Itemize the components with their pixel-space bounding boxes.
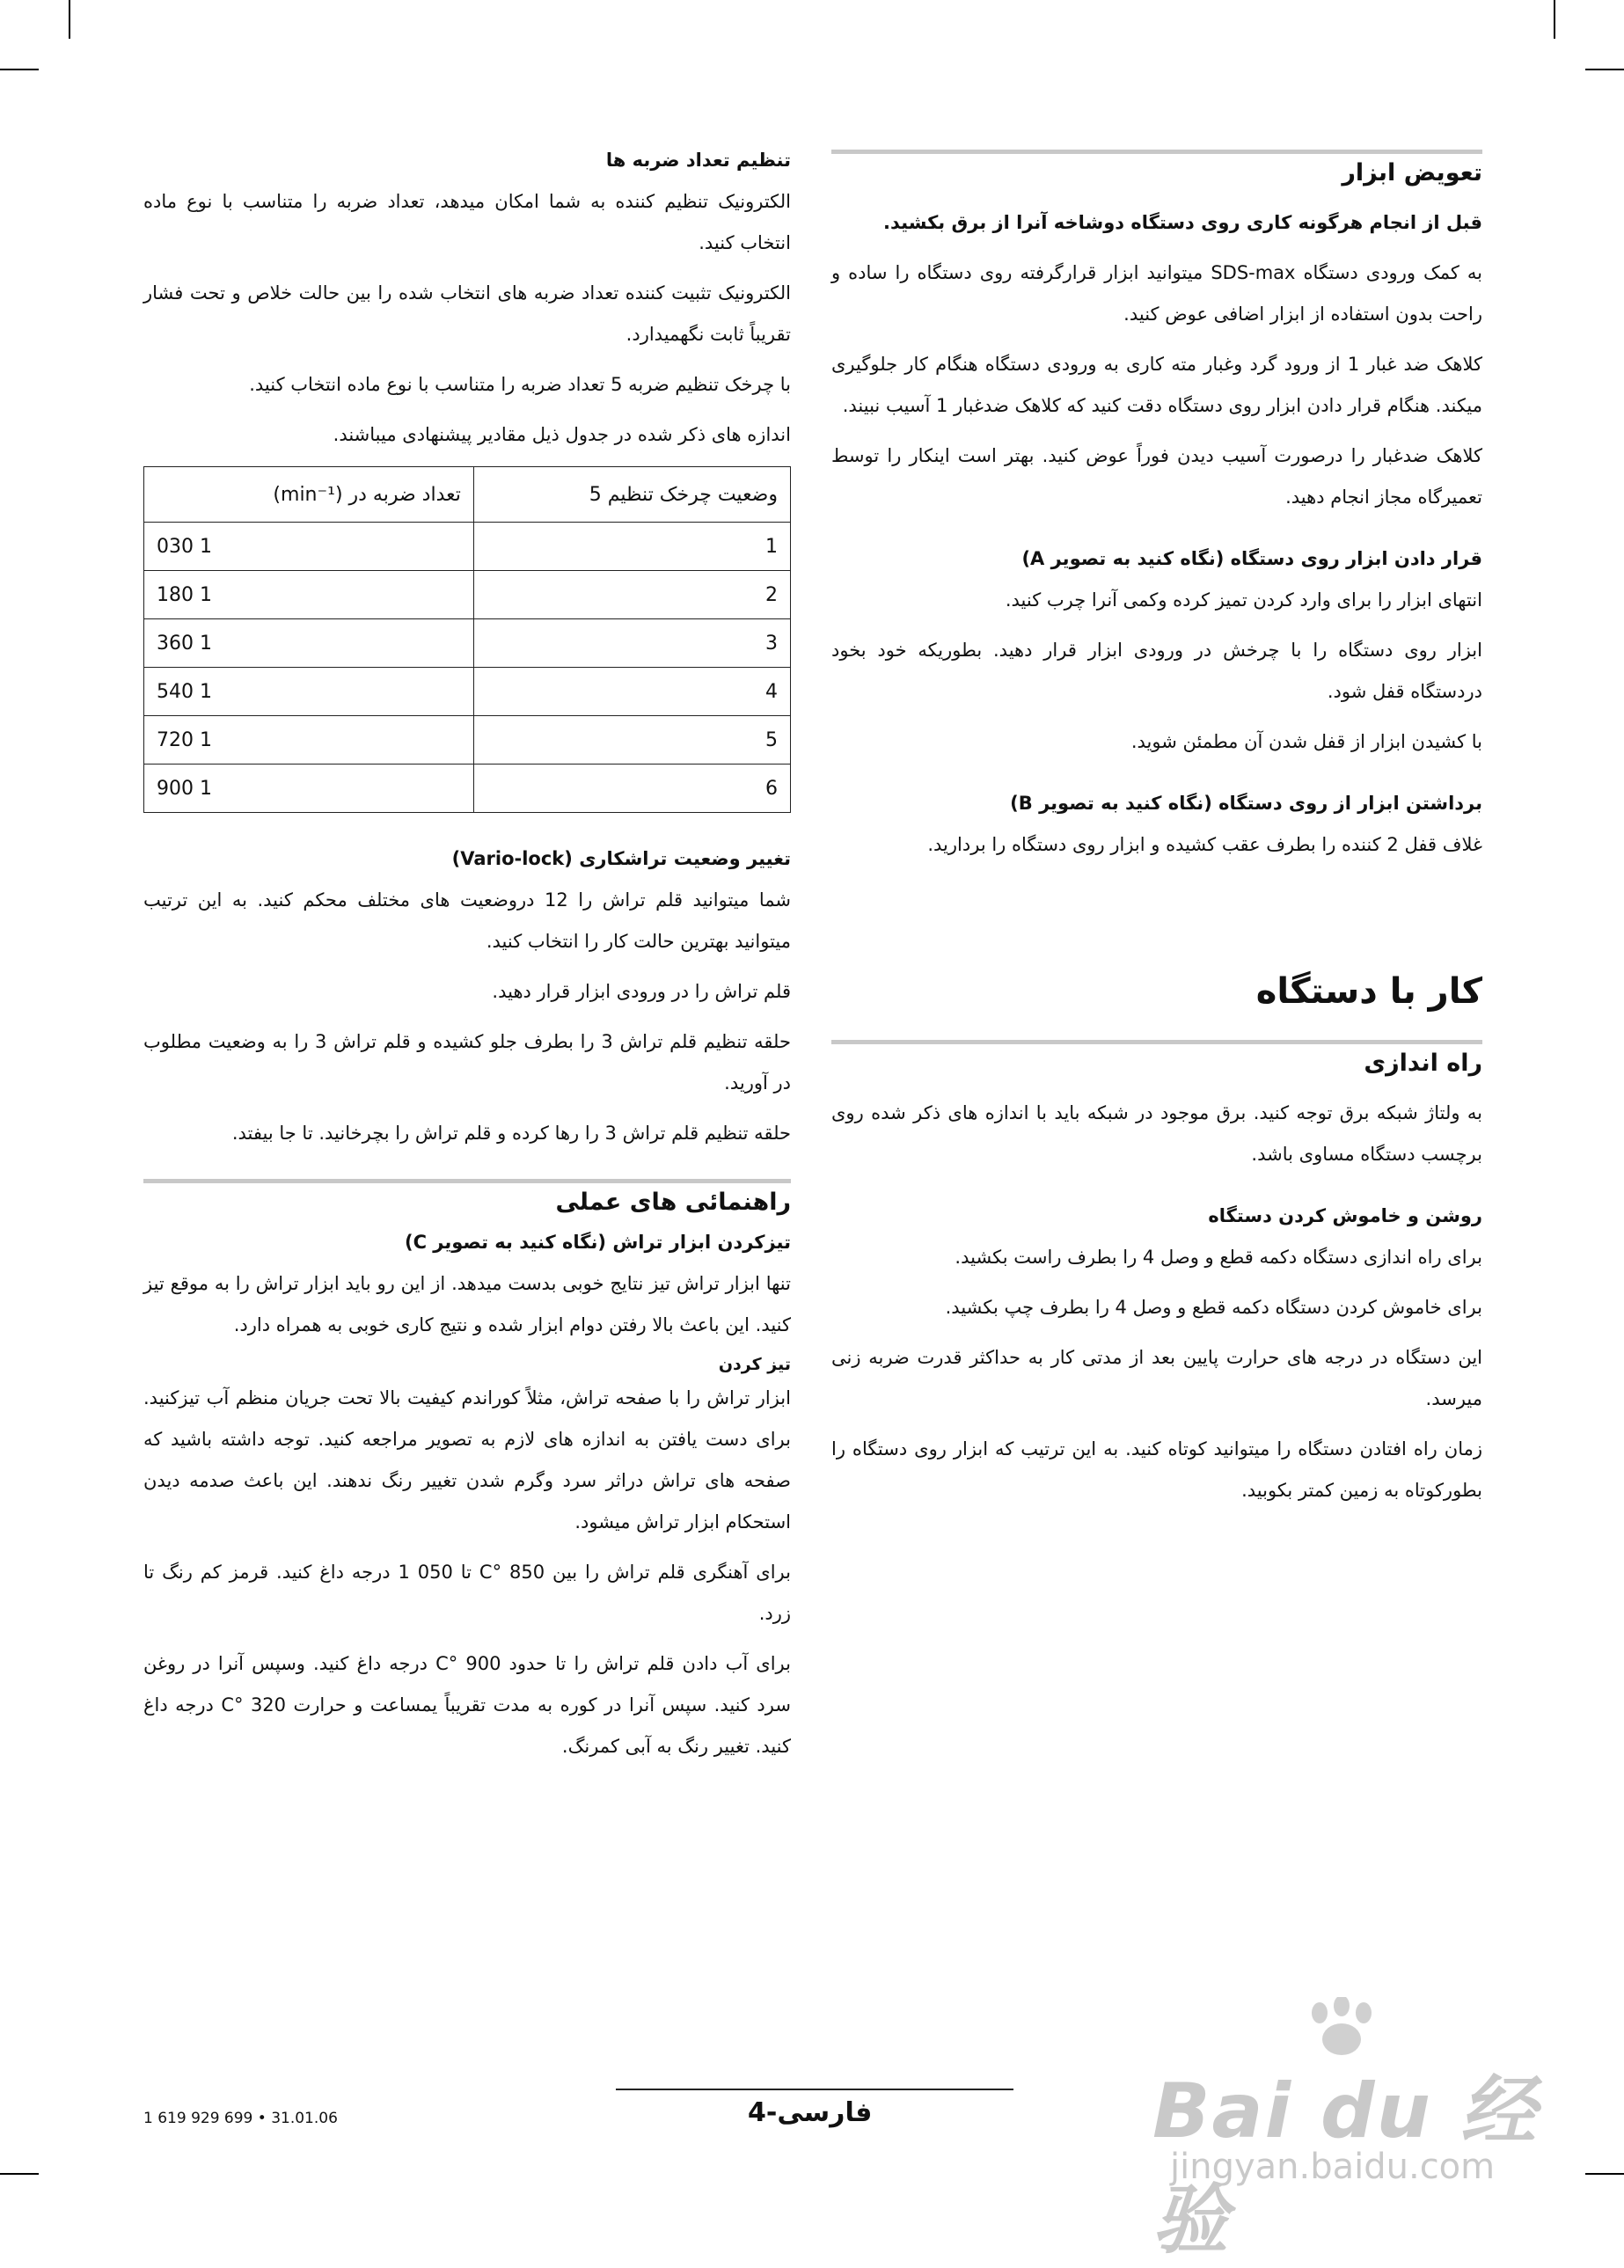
crop-mark-top-right-v bbox=[1554, 0, 1555, 39]
impact-rate-table bbox=[143, 466, 791, 813]
paragraph: الکترونیک تثبیت کننده تعداد ضربه های انتخاب شده را بین حالت خلاص و تحت فشار تقریباً ثابت نگهمیدارد. bbox=[143, 282, 791, 345]
paragraph: قبل از انجام هرگونه کاری روی دستگاه دوشاخه آنرا از برق بکشید. bbox=[883, 212, 1482, 233]
table-row bbox=[144, 523, 791, 571]
table-cell-rate: 1 540 bbox=[144, 668, 474, 716]
subsection-title-insert-tool: قرار دادن ابزار روی دستگاه (نگاه کنید به تصویر A) bbox=[1021, 548, 1482, 569]
table-header-position: وضعیت چرخک تنظیم 5 bbox=[473, 467, 790, 523]
paragraph: شما میتوانید قلم تراش را 12 دروضعیت های مختلف محکم کنید. به این ترتیب میتوانید بهترین حالت کار را انتخاب کنید. bbox=[143, 889, 791, 952]
watermark-url: jingyan.baidu.com bbox=[1170, 2147, 1496, 2187]
crop-mark-top-left-v bbox=[69, 0, 70, 39]
paragraph: با چرخک تنظیم ضربه 5 تعداد ضربه را متناسب با نوع ماده انتخاب کنید. bbox=[249, 374, 791, 395]
paragraph: ابزار تراش را با صفحه تراش، مثلاً کوراندم کیفیت بالا تحت جریان منظم آب تیزکنید. برای دست یافتن به اندازه های لازم به تصویر مراجعه کنید. توجه داشته باشید که صفحه های تراش دراثر سرد وگرم شدن تغییر رنگ ندهند. این باعث صدمه دیدن استحکام ابزار تراش میشود. bbox=[143, 1387, 791, 1533]
section-rule bbox=[831, 1040, 1482, 1044]
paragraph: برای آهنگری قلم تراش را بین 850 °C تا 050 1 درجه داغ کنید. قرمز کم رنگ تا زرد. bbox=[143, 1562, 791, 1624]
table-cell-position: 1 bbox=[473, 523, 790, 571]
paragraph: زمان راه افتادن دستگاه را میتوانید کوتاه کنید. به این ترتیب که ابزار روی دستگاه را بطورکوتاه به زمین کمتر بکوبید. bbox=[831, 1438, 1482, 1501]
table-cell-position: 6 bbox=[473, 765, 790, 813]
left-column bbox=[143, 150, 791, 1776]
paragraph: الکترونیک تنظیم کننده به شما امکان میدهد، تعداد ضربه را متناسب با نوع ماده انتخاب کنید. bbox=[143, 191, 791, 253]
crop-mark-top-right bbox=[1585, 69, 1624, 70]
table-cell-position: 4 bbox=[473, 668, 790, 716]
section-title-tips: راهنمائی های عملی bbox=[555, 1189, 791, 1216]
crop-mark-bottom-left bbox=[0, 2173, 39, 2175]
subsection-title-on-off: روشن و خاموش کردن دستگاه bbox=[1208, 1205, 1482, 1226]
table-cell-rate: 1 720 bbox=[144, 716, 474, 765]
watermark-logo-text: Bai du 经验 bbox=[1152, 2067, 1538, 2264]
paragraph: غلاف قفل 2 کننده را بطرف عقب کشیده و ابزار روی دستگاه را بردارید. bbox=[927, 834, 1482, 855]
document-code: 1 619 929 699 • 31.01.06 bbox=[143, 2110, 338, 2127]
paragraph: انتهای ابزار را برای وارد کردن تمیز کرده وکمی آنرا چرب کنید. bbox=[1005, 589, 1482, 611]
paragraph: کلاهک ضدغبار را درصورت آسیب دیدن فوراً عوض کنید. بهتر است اینکار را توسط تعمیرگاه مجاز انجام دهید. bbox=[831, 445, 1482, 508]
paragraph: برای راه اندازی دستگاه دکمه قطع و وصل 4 را بطرف راست بکشید. bbox=[955, 1247, 1482, 1268]
table-header-row bbox=[144, 467, 791, 523]
table-row bbox=[144, 571, 791, 619]
right-column bbox=[831, 150, 1482, 1520]
section-title-impact-rate: تنظیم تعداد ضربه ها bbox=[605, 150, 791, 171]
paragraph: حلقه تنظیم قلم تراش 3 را رها کرده و قلم تراش را بچرخانید. تا جا بیفتد. bbox=[231, 1123, 791, 1144]
paragraph: برای خاموش کردن دستگاه دکمه قطع و وصل 4 را بطرف چپ بکشید. bbox=[945, 1297, 1482, 1318]
section-title-startup: راه اندازی bbox=[1364, 1050, 1482, 1077]
table-row bbox=[144, 668, 791, 716]
table-header-rate: تعداد ضربه در (min⁻¹) bbox=[144, 467, 474, 523]
paragraph: به کمک ورودی دستگاه SDS-max میتوانید ابزار قرارگرفته روی دستگاه را ساده و راحت بدون استفاده از ابزار اضافی عوض کنید. bbox=[831, 262, 1482, 325]
table-row bbox=[144, 619, 791, 668]
crop-mark-bottom-right bbox=[1585, 2173, 1624, 2175]
paragraph: تنها ابزار تراش تیز نتایج خوبی بدست میدهد. از این رو باید ابزار تراش را به موقع تیز کنید. این باعث بالا رفتن دوام ابزار شده و نتیج کاری خوبی به همراه دارد. bbox=[143, 1273, 791, 1335]
table-cell-position: 3 bbox=[473, 619, 790, 668]
page-number: فارسی-4 bbox=[748, 2097, 873, 2128]
paragraph: قلم تراش را در ورودی ابزار قرار دهید. bbox=[492, 981, 791, 1002]
table-cell-rate: 1 900 bbox=[144, 765, 474, 813]
crop-mark-top-left bbox=[0, 69, 39, 70]
paragraph: حلقه تنظیم قلم تراش 3 را بطرف جلو کشیده و قلم تراش 3 را به وضعیت مطلوب در آورید. bbox=[143, 1031, 791, 1094]
table-row bbox=[144, 716, 791, 765]
paragraph: اندازه های ذکر شده در جدول ذیل مقادیر پیشنهادی میباشند. bbox=[333, 424, 791, 445]
section-title-vario-lock: تغییر وضعیت تراشکاری (Vario-lock) bbox=[451, 848, 791, 869]
section-rule bbox=[831, 150, 1482, 154]
section-rule bbox=[143, 1179, 791, 1183]
table-row bbox=[144, 765, 791, 813]
paragraph: کلاهک ضد غبار 1 از ورود گرد وغبار مته کاری به ورودی دستگاه هنگام کار جلوگیری میکند. هنگام قرار دادن ابزار روی دستگاه دقت کنید که کلاهک ضدغبار 1 آسیب نبیند. bbox=[831, 354, 1482, 416]
paragraph: این دستگاه در درجه های حرارت پایین بعد از مدتی کار به حداکثر قدرت ضربه زنی میرسد. bbox=[831, 1347, 1482, 1409]
table-cell-rate: 1 030 bbox=[144, 523, 474, 571]
paragraph: با کشیدن ابزار از قفل شدن آن مطمئن شوید. bbox=[1130, 731, 1482, 752]
paragraph: برای آب دادن قلم تراش را تا حدود 900 °C درجه داغ کنید. وسپس آنرا در روغن سرد کنید. سپس آنرا در کوره به مدت تقریباً یمساعت و حرارت 320 °C درجه داغ کنید. تغییر رنگ به آبی کمرنگ. bbox=[143, 1653, 791, 1757]
table-cell-rate: 1 180 bbox=[144, 571, 474, 619]
baidu-watermark bbox=[1144, 1997, 1548, 2264]
table-cell-position: 2 bbox=[473, 571, 790, 619]
table-cell-position: 5 bbox=[473, 716, 790, 765]
table-cell-rate: 1 360 bbox=[144, 619, 474, 668]
paragraph: ابزار روی دستگاه را با چرخش در ورودی ابزار قرار دهید. بطوریکه خود بخود دردستگاه قفل شود. bbox=[831, 640, 1482, 702]
paragraph: به ولتاژ شبکه برق توجه کنید. برق موجود در شبکه باید با اندازه های ذکر شده روی برچسب دستگاه مساوی باشد. bbox=[831, 1102, 1482, 1165]
main-title-operation: کار با دستگاه bbox=[1255, 971, 1482, 1012]
subsection-title-remove-tool: برداشتن ابزار از روی دستگاه (نگاه کنید به تصویر B) bbox=[1010, 793, 1482, 814]
footer-rule bbox=[616, 2089, 1013, 2090]
section-title-tool-change: تعویض ابزار bbox=[1342, 159, 1482, 187]
subsection-title-sharpening: تیز کردن bbox=[718, 1355, 791, 1374]
subsection-title-sharpening-chisel: تیزکردن ابزار تراش (نگاه کنید به تصویر C) bbox=[404, 1232, 791, 1253]
